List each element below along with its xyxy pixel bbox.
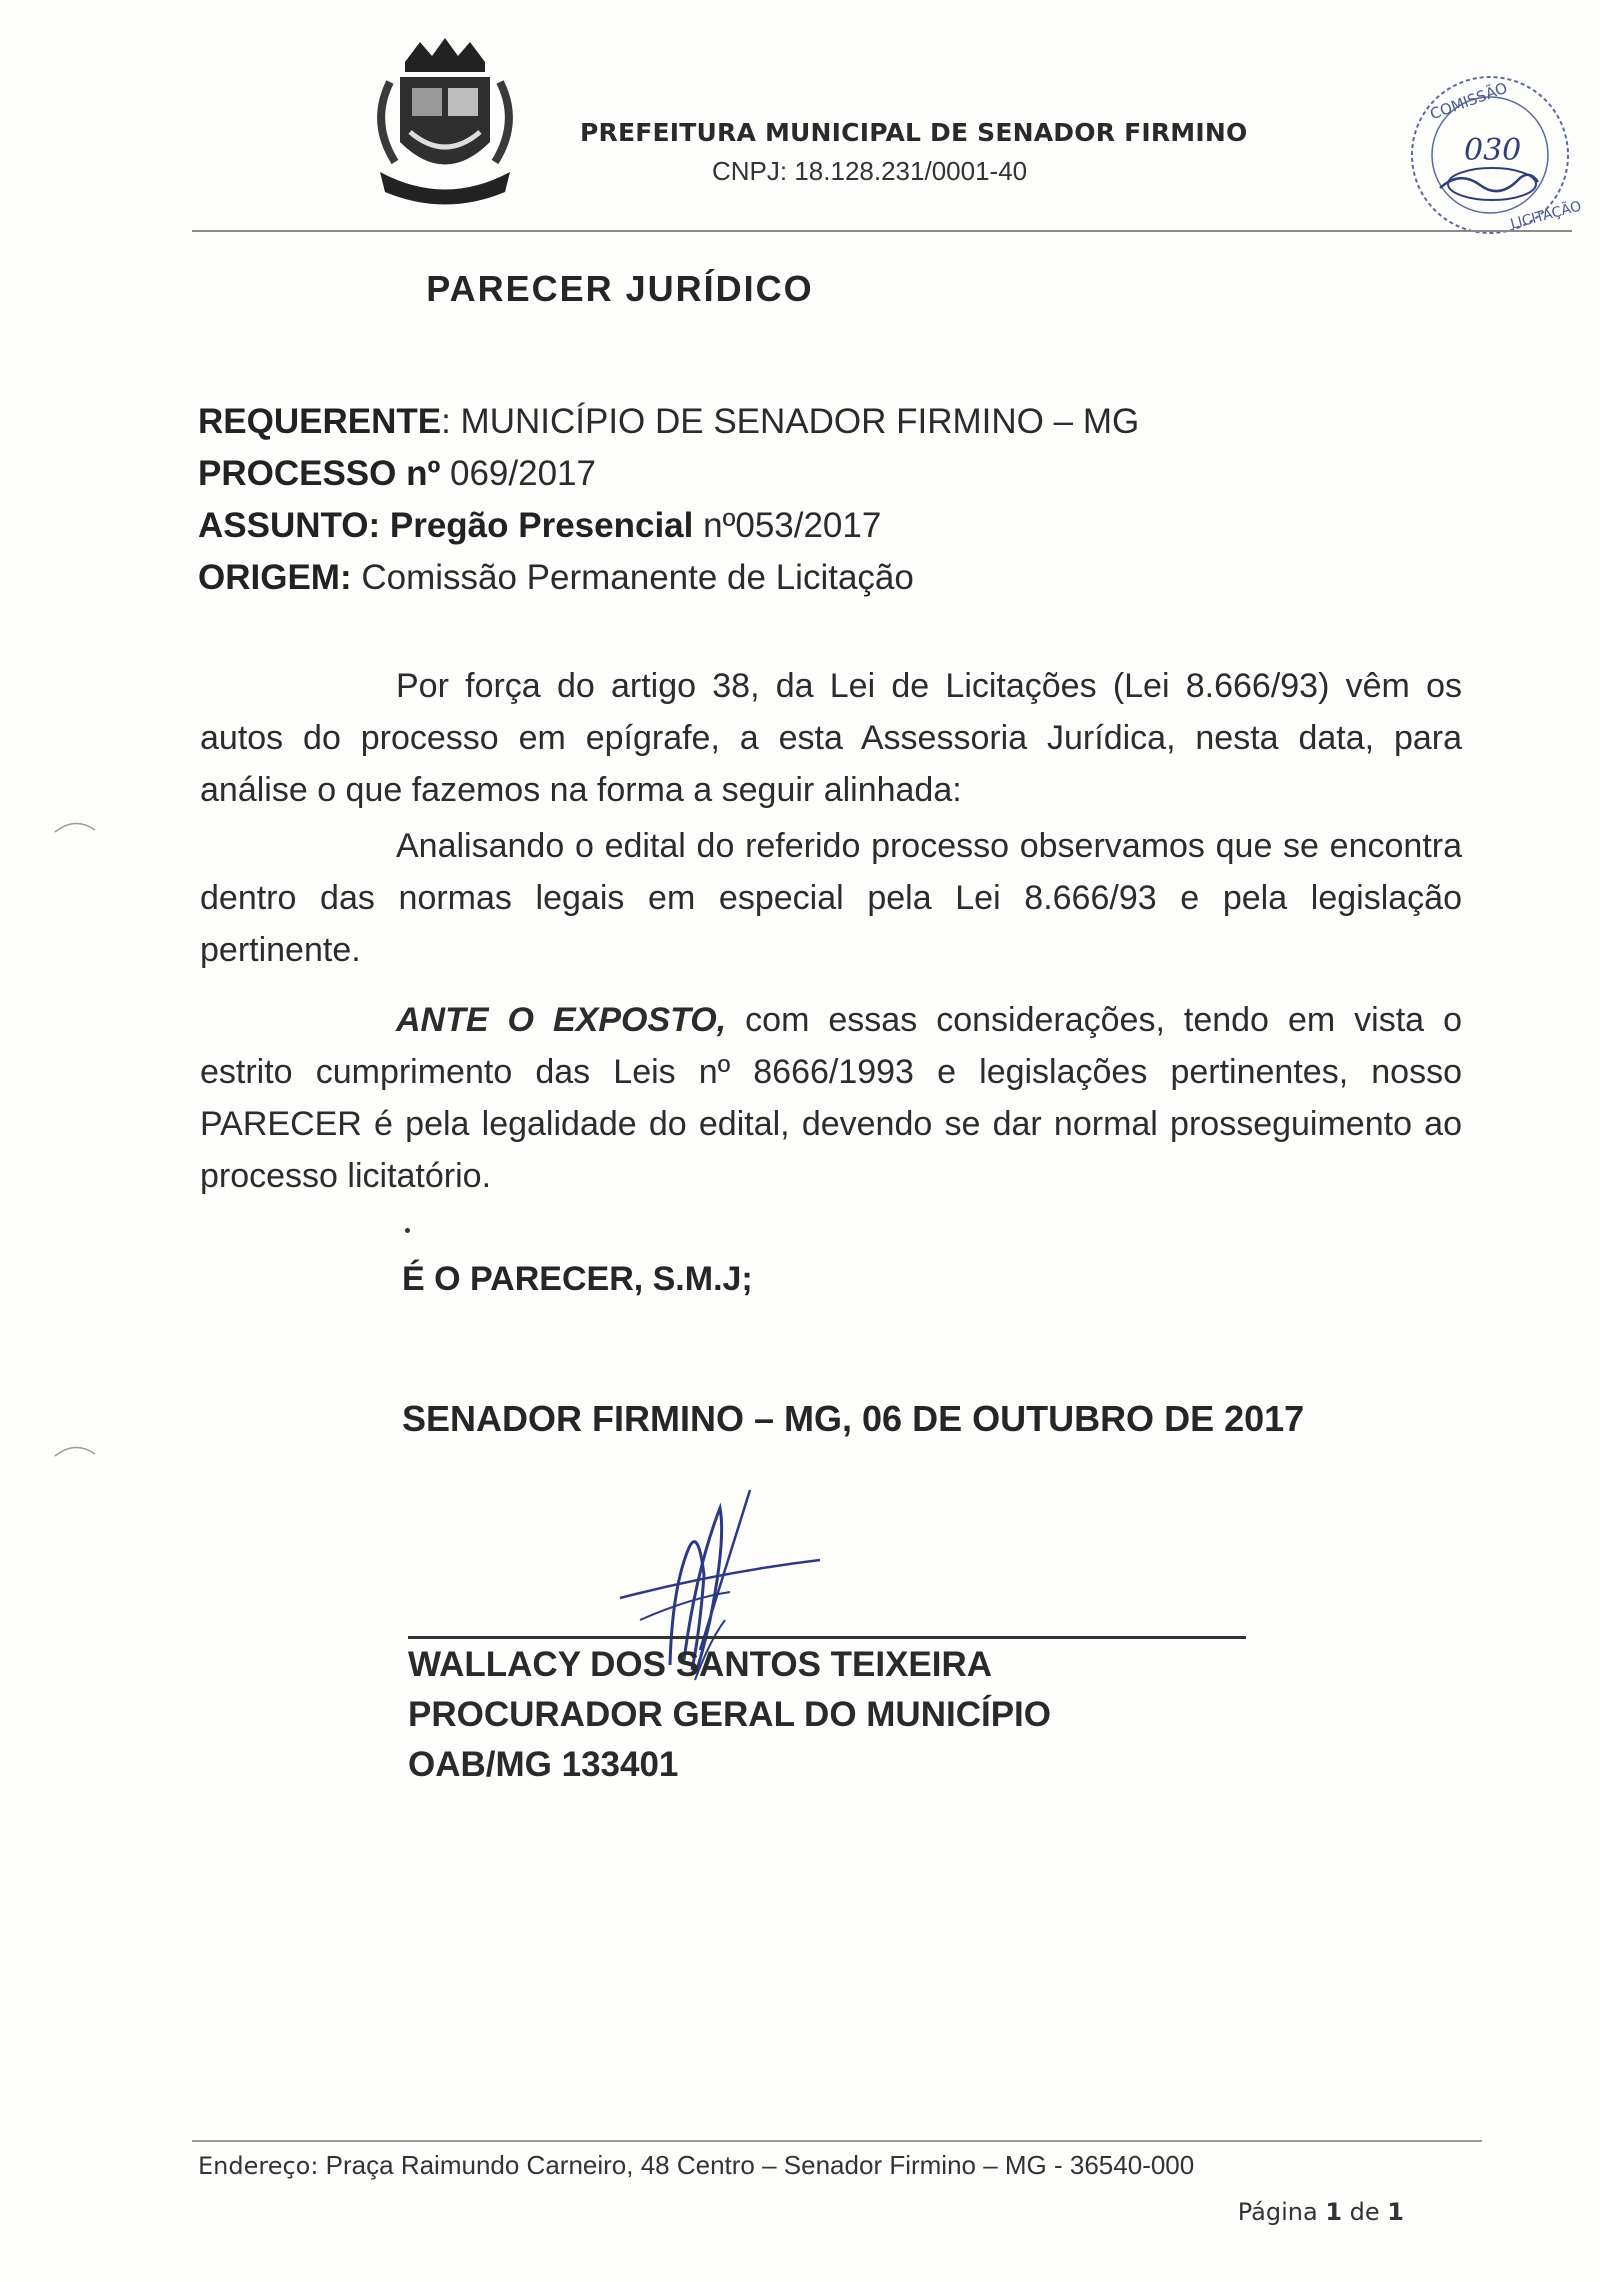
paragraph-3-lead: ANTE O EXPOSTO,: [396, 1001, 727, 1039]
signer-block: [408, 1640, 1051, 1790]
document-title: PARECER JURÍDICO: [426, 268, 814, 309]
page-of: de: [1349, 2198, 1380, 2226]
process-info: [198, 396, 1139, 604]
requerente-row: [198, 396, 1139, 448]
assunto-label: ASSUNTO: Pregão Presencial: [198, 506, 694, 545]
closing-statement: É O PARECER, S.M.J;: [402, 1260, 753, 1298]
paragraph-3: [200, 994, 1462, 1202]
stamp-top-text: COMISSÃO: [1427, 78, 1510, 124]
org-cnpj: CNPJ: 18.128.231/0001-40: [712, 156, 1028, 186]
signer-oab: OAB/MG 133401: [408, 1745, 679, 1784]
signer-name: WALLACY DOS SANTOS TEIXEIRA: [408, 1645, 993, 1684]
commission-stamp-icon: [1400, 60, 1584, 250]
assunto-row: [198, 500, 1139, 552]
paragraph-1: Por força do artigo 38, da Lei de Licitações (Lei 8.666/93) vêm os autos do processo em epígrafe, a esta Assessoria Jurídica, nesta data, para análise o que fazemos na forma a seguir alinhada:: [200, 667, 1462, 809]
paragraph-3-text: com essas considerações, tendo em vista o estrito cumprimento das Leis nº 8666/1993 e legislações pertinentes, nosso PARECER é pela legalidade do edital, devendo se dar normal prosseguimento ao processo licitatório.: [200, 1001, 1462, 1195]
requerente-value: : MUNICÍPIO DE SENADOR FIRMINO – MG: [441, 402, 1140, 441]
org-name: PREFEITURA MUNICIPAL DE SENADOR FIRMINO: [580, 118, 1248, 147]
origem-row: [198, 552, 1139, 604]
assunto-value: nº053/2017: [693, 506, 882, 545]
address-label: Endereço:: [198, 2152, 319, 2180]
signer-role: PROCURADOR GERAL DO MUNICÍPIO: [408, 1695, 1051, 1734]
footer-address: [198, 2150, 1194, 2181]
origem-value: Comissão Permanente de Licitação: [351, 558, 914, 597]
scan-mark-icon: [50, 1436, 100, 1466]
signature-line: [408, 1636, 1246, 1639]
paragraph-2: Analisando o edital do referido processo observamos que se encontra dentro das normas legais em especial pela Lei 8.666/93 e pela legislação pertinente.: [200, 827, 1462, 969]
page-label: Página: [1237, 2198, 1318, 2226]
page-total: 1: [1387, 2198, 1404, 2226]
page-current: 1: [1325, 2198, 1343, 2226]
processo-label: PROCESSO nº: [198, 454, 441, 493]
coat-of-arms-icon: [360, 22, 530, 212]
stamp-number: 030: [1464, 133, 1522, 168]
footer-divider: [192, 2140, 1482, 2142]
page-number: [1238, 2198, 1404, 2226]
processo-row: [198, 448, 1139, 500]
header-divider: [192, 230, 1572, 232]
scan-mark-icon: [50, 812, 100, 842]
place-and-date: SENADOR FIRMINO – MG, 06 DE OUTUBRO DE 2017: [402, 1398, 1305, 1439]
origem-label: ORIGEM:: [198, 558, 352, 597]
requerente-label: REQUERENTE: [198, 402, 442, 441]
stray-dot: [405, 1228, 410, 1233]
stamp-bottom-text: LICITAÇÃO: [1508, 198, 1584, 233]
processo-value: 069/2017: [440, 454, 596, 493]
address-value: Praça Raimundo Carneiro, 48 Centro – Senador Firmino – MG - 36540-000: [318, 2150, 1195, 2180]
